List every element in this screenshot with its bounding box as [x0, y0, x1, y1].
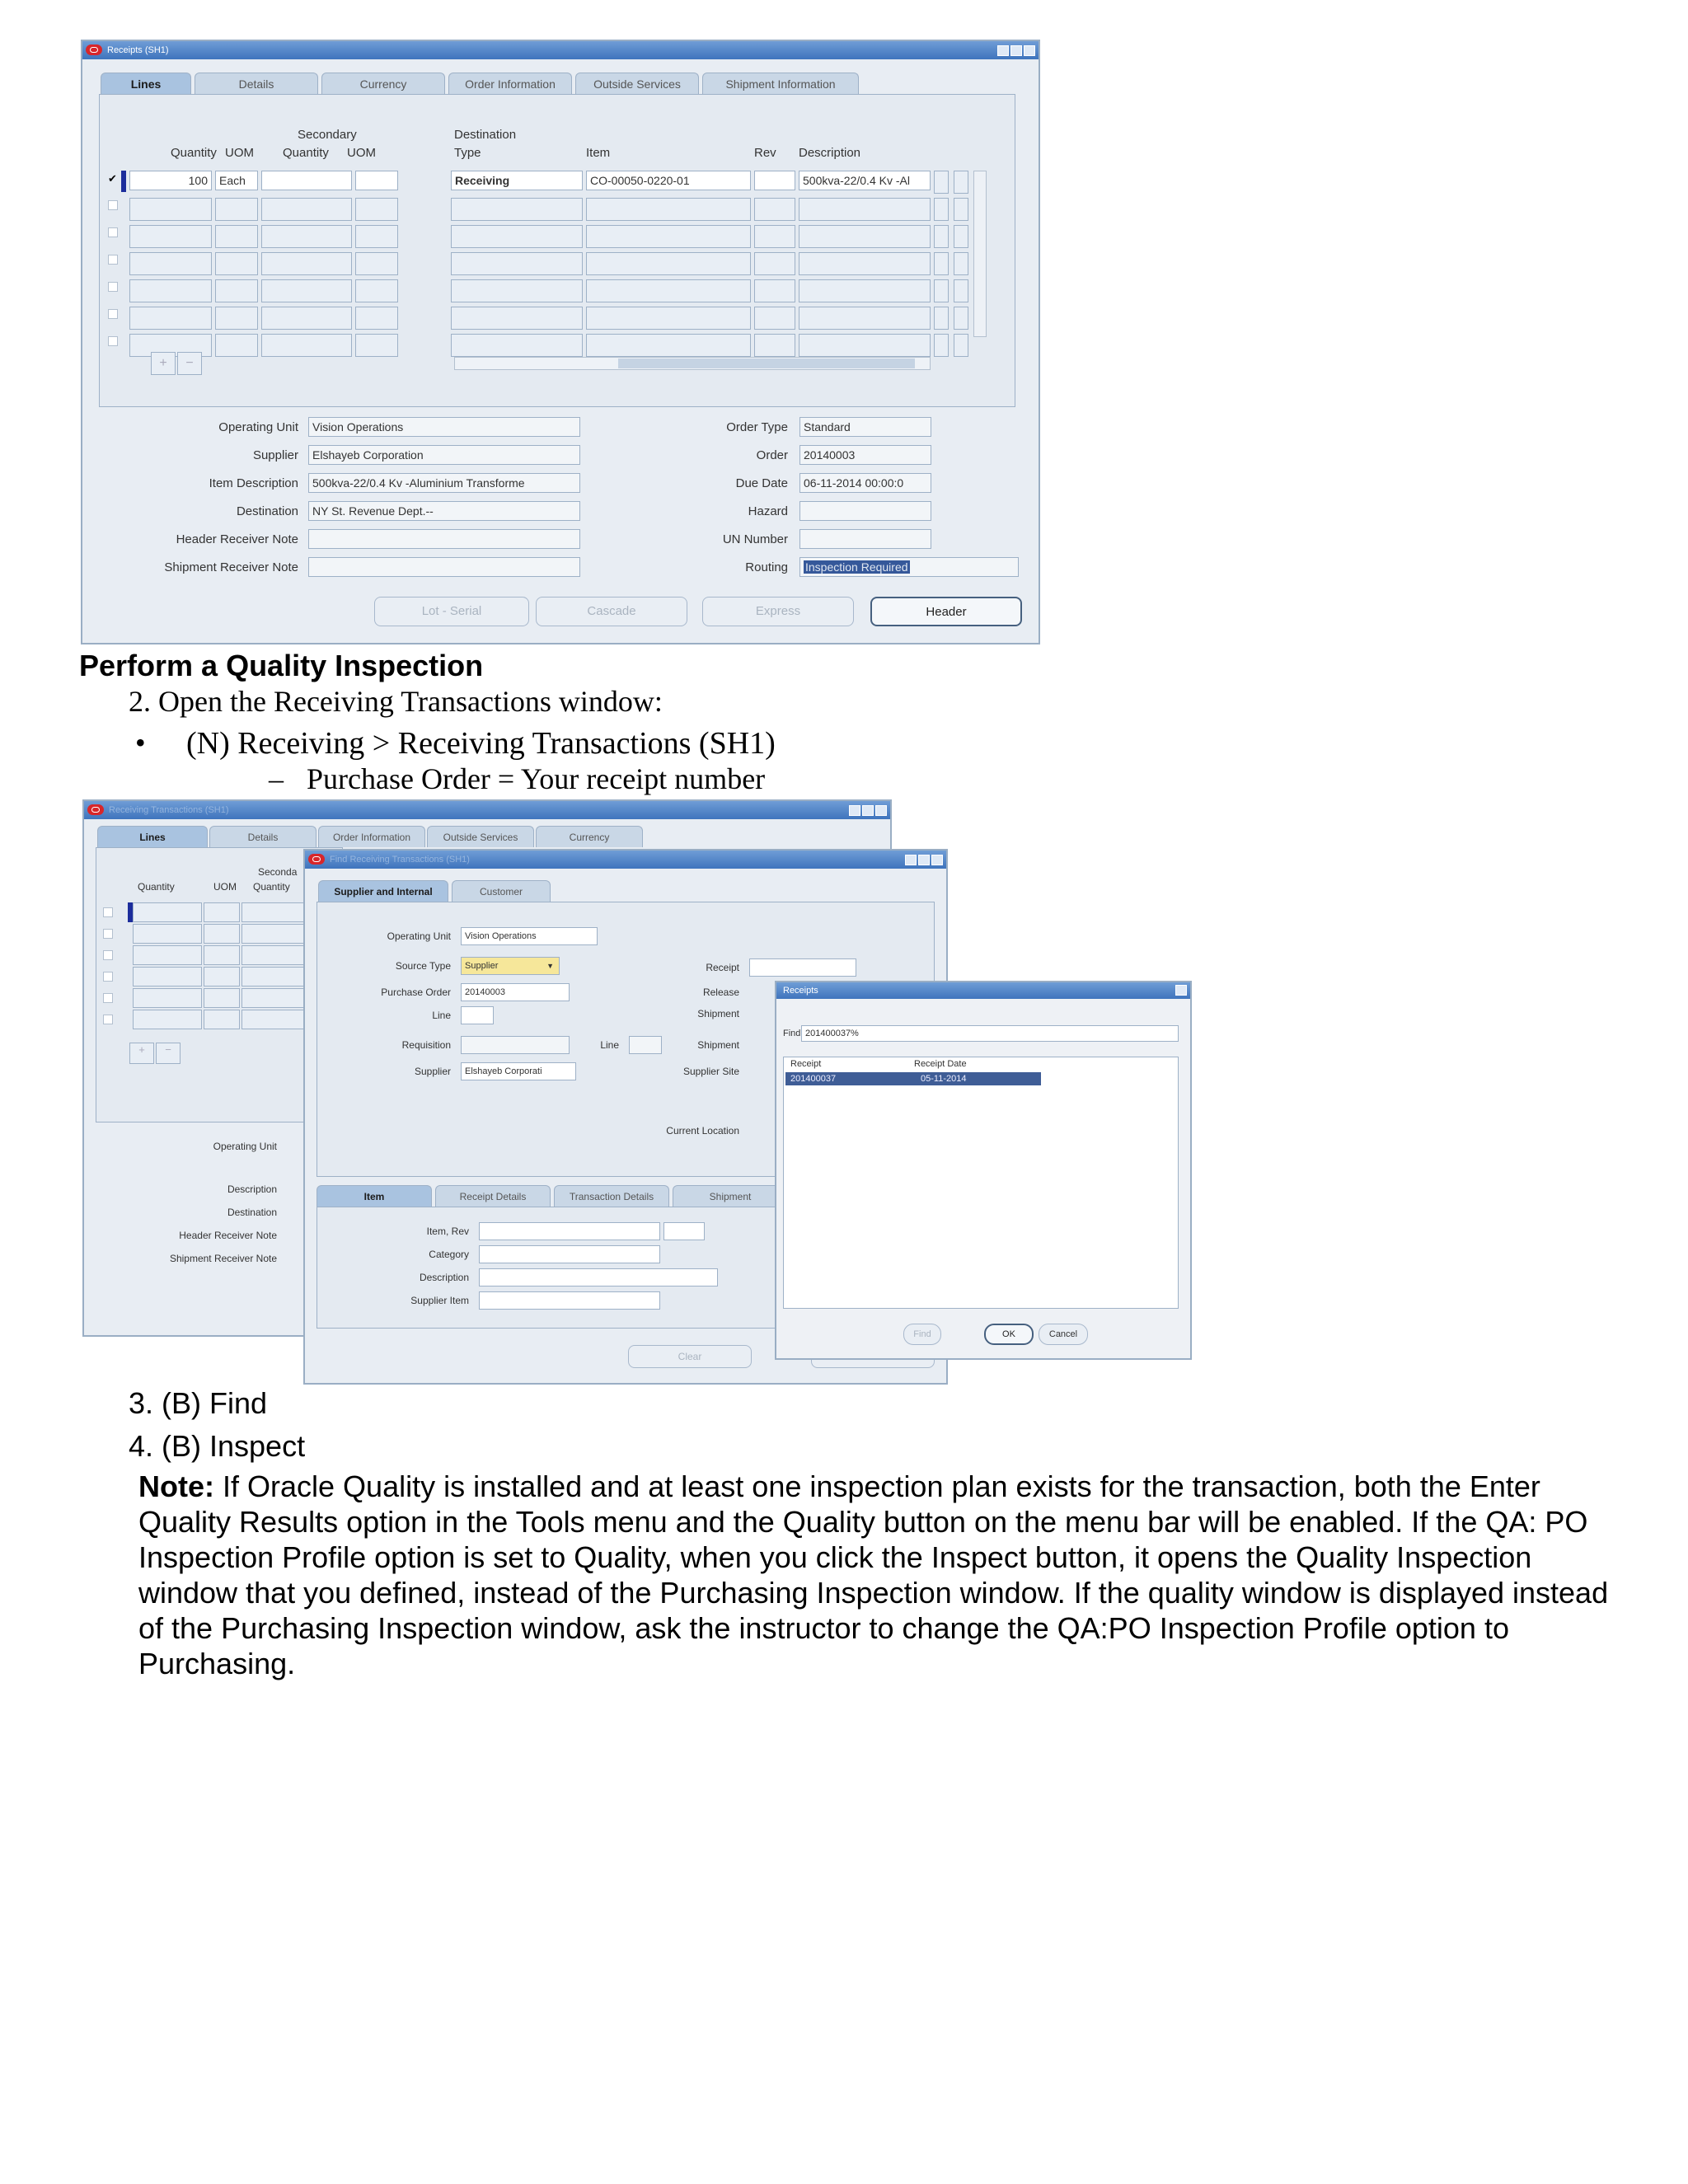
row-cursor	[121, 171, 126, 192]
grid-cell[interactable]	[799, 198, 931, 221]
clear-button[interactable]: Clear	[628, 1345, 752, 1368]
grid-cell[interactable]	[129, 307, 212, 330]
line-field[interactable]	[461, 1006, 494, 1024]
note-line-2: Quality Results option in the Tools menu and the Quality button on the menu bar will be enabled. If the QA: PO	[138, 1505, 1588, 1539]
grid-cell[interactable]	[204, 967, 240, 987]
rt-window-title: Receiving Transactions (SH1)	[109, 805, 229, 815]
tab-customer[interactable]: Customer	[452, 880, 551, 902]
grid-cell[interactable]	[133, 967, 202, 987]
category-label: Category	[429, 1249, 469, 1260]
grid-cell[interactable]	[799, 252, 931, 275]
close-icon[interactable]	[1024, 45, 1035, 56]
bullet-marker: •	[135, 726, 146, 759]
un-number-label: UN Number	[722, 532, 788, 546]
tab-transaction-details[interactable]: Transaction Details	[554, 1185, 669, 1207]
note-line-5: of the Purchasing Inspection window, ask the instructor to change the QA:PO Inspection Profile option to	[138, 1611, 1509, 1645]
line-label: Line	[432, 1010, 451, 1021]
grid-cell[interactable]	[204, 902, 240, 922]
tab-item[interactable]: Item	[316, 1185, 432, 1207]
grid-cell[interactable]	[954, 334, 968, 357]
col-header-uom: UOM	[225, 146, 254, 160]
grid-cell[interactable]	[799, 307, 931, 330]
remove-row-button[interactable]: −	[156, 1043, 181, 1064]
tab-currency[interactable]: Currency	[321, 73, 445, 94]
grid-cell[interactable]	[954, 252, 968, 275]
grid-cell[interactable]	[586, 279, 751, 302]
grid-cell[interactable]	[934, 225, 949, 248]
row-checkbox[interactable]	[108, 309, 118, 319]
find-window-titlebar[interactable]	[305, 851, 946, 869]
col-header-quantity: Quantity	[171, 146, 217, 160]
window-controls	[847, 804, 887, 823]
order-type-field[interactable]: Standard	[799, 417, 931, 437]
header-receiver-note-label: Header Receiver Note	[179, 1230, 277, 1241]
row-receipt: 201400037	[790, 1074, 837, 1084]
col-header-sec-quantity: Quantity	[253, 881, 290, 893]
grid-cell[interactable]	[133, 1010, 202, 1029]
grid-cell[interactable]	[934, 279, 949, 302]
grid-cell[interactable]	[799, 225, 931, 248]
row-checkbox[interactable]	[108, 227, 118, 237]
window-controls	[1174, 985, 1187, 1001]
grid-cell[interactable]	[355, 198, 398, 221]
order-field[interactable]: 20140003	[799, 445, 931, 465]
find-window-title: Find Receiving Transactions (SH1)	[330, 855, 470, 865]
grid-cell[interactable]	[355, 252, 398, 275]
scroll-thumb[interactable]	[618, 359, 915, 368]
find-label: Find	[783, 1029, 801, 1038]
grid-cell[interactable]	[204, 945, 240, 965]
row-checkbox[interactable]	[108, 336, 118, 346]
due-date-field[interactable]: 06-11-2014 00:00:0	[799, 473, 931, 493]
grid-cell[interactable]	[954, 198, 968, 221]
maximize-icon[interactable]	[862, 805, 874, 816]
grid-cell[interactable]	[934, 198, 949, 221]
add-row-button[interactable]: +	[151, 352, 176, 375]
row-checkbox-checked[interactable]: ✔	[108, 172, 117, 185]
cascade-button[interactable]: Cascade	[536, 597, 687, 626]
destination-type-field[interactable]: Receiving	[451, 171, 583, 190]
grid-cell[interactable]	[261, 279, 352, 302]
step-4-text: 4. (B) Inspect	[129, 1429, 306, 1463]
note-line-4: window that you defined, instead of the Purchasing Inspection window. If the quality window is displayed instead	[138, 1576, 1609, 1610]
supplier-item-field[interactable]	[479, 1291, 660, 1310]
req-line-label: Line	[600, 1039, 619, 1051]
tab-order-information[interactable]: Order Information	[318, 826, 425, 847]
grid-cell[interactable]	[586, 307, 751, 330]
header-button[interactable]: Header	[870, 597, 1022, 626]
grid-cell[interactable]	[261, 307, 352, 330]
grid-cell[interactable]	[799, 334, 931, 357]
grid-cell[interactable]	[754, 225, 795, 248]
description-label: Description	[419, 1272, 469, 1283]
step-2-text: 2. Open the Receiving Transactions window:	[129, 685, 663, 718]
destination-label: Destination	[227, 1207, 277, 1218]
purchase-order-instruction: Purchase Order = Your receipt number	[307, 762, 766, 795]
col-header-sec-uom: UOM	[347, 146, 376, 160]
grid-cell[interactable]	[261, 334, 352, 357]
tab-shipment-information[interactable]: Shipment Information	[702, 73, 859, 94]
section-heading: Perform a Quality Inspection	[79, 649, 484, 682]
grid-cell[interactable]	[133, 988, 202, 1008]
grid-cell[interactable]	[954, 225, 968, 248]
minimize-icon[interactable]	[905, 855, 917, 865]
item-description-label: Item Description	[209, 476, 298, 490]
grid-cell[interactable]	[451, 198, 583, 221]
grid-cell[interactable]	[261, 252, 352, 275]
close-icon[interactable]	[875, 805, 887, 816]
grid-cell[interactable]	[133, 902, 202, 922]
rev-field[interactable]	[754, 171, 795, 190]
hazard-label: Hazard	[748, 504, 788, 518]
sec-quantity-field[interactable]	[261, 171, 352, 190]
note-line-3: Inspection Profile option is set to Quality, when you click the Inspect button, it opens the Quality Inspection	[138, 1540, 1532, 1574]
operating-unit-field[interactable]: Vision Operations	[461, 927, 598, 945]
col-header-item: Item	[586, 146, 611, 160]
grid-cell[interactable]	[934, 171, 949, 194]
note-text-1: If Oracle Quality is installed and at least one inspection plan exists for the transaction, both the Enter	[214, 1469, 1540, 1503]
grid-cell[interactable]	[355, 279, 398, 302]
item-rev-field[interactable]	[479, 1222, 660, 1240]
grid-cell[interactable]	[129, 225, 212, 248]
operating-unit-field[interactable]: Vision Operations	[308, 417, 580, 437]
grid-cell[interactable]	[754, 198, 795, 221]
item-description-field[interactable]: 500kva-22/0.4 Kv -Aluminium Transforme	[308, 473, 580, 493]
routing-field[interactable]	[799, 557, 1019, 577]
description-field[interactable]	[479, 1268, 718, 1286]
col-header-destination: Destination	[454, 128, 517, 142]
tab-lines[interactable]: Lines	[97, 826, 208, 847]
grid-cell[interactable]	[355, 307, 398, 330]
col-header-receipt: Receipt	[790, 1059, 822, 1069]
minimize-icon[interactable]	[849, 805, 860, 816]
hazard-field[interactable]	[799, 501, 931, 521]
grid-cell[interactable]	[586, 334, 751, 357]
uom-field[interactable]: Each	[215, 171, 258, 190]
grid-cell[interactable]	[754, 279, 795, 302]
grid-cell[interactable]	[754, 307, 795, 330]
grid-cell[interactable]	[215, 279, 258, 302]
note-block	[138, 1469, 1672, 1681]
row-checkbox[interactable]	[103, 972, 113, 982]
grid-cell[interactable]	[754, 334, 795, 357]
tab-outside-services[interactable]: Outside Services	[575, 73, 699, 94]
rev-field[interactable]	[663, 1222, 705, 1240]
dropdown-arrow-icon: ▼	[546, 962, 554, 970]
grid-cell[interactable]	[215, 307, 258, 330]
release-label: Release	[702, 987, 739, 998]
lov-result-row[interactable]	[785, 1072, 1041, 1085]
minimize-icon[interactable]	[997, 45, 1009, 56]
tab-shipment[interactable]: Shipment	[673, 1185, 788, 1207]
item-field[interactable]: CO-00050-0220-01	[586, 171, 751, 190]
grid-cell[interactable]	[954, 307, 968, 330]
grid-cell[interactable]	[129, 279, 212, 302]
category-field[interactable]	[479, 1245, 660, 1263]
shipment-label: Shipment	[697, 1008, 739, 1019]
grid-cell[interactable]	[799, 279, 931, 302]
grid-cell[interactable]	[954, 171, 968, 194]
receipt-field[interactable]	[749, 958, 856, 977]
grid-cell[interactable]	[934, 307, 949, 330]
shipment-receiver-note-label: Shipment Receiver Note	[169, 1253, 277, 1264]
supplier-label: Supplier	[414, 1066, 451, 1077]
grid-cell[interactable]	[934, 252, 949, 275]
receipts-window-title: Receipts (SH1)	[107, 45, 169, 55]
grid-cell[interactable]	[355, 225, 398, 248]
row-checkbox[interactable]	[108, 255, 118, 265]
tab-lines[interactable]: Lines	[101, 73, 191, 94]
lov-results-panel	[783, 1057, 1179, 1309]
lov-ok-button[interactable]: OK	[984, 1324, 1034, 1345]
col-header-quantity: Quantity	[138, 881, 175, 893]
purchase-order-field[interactable]: 20140003	[461, 983, 570, 1001]
lov-window-titlebar[interactable]	[776, 982, 1190, 999]
navigation-path: (N) Receiving > Receiving Transactions (SH1)	[186, 726, 776, 761]
grid-cell[interactable]	[215, 198, 258, 221]
grid-cell[interactable]	[215, 225, 258, 248]
order-type-label: Order Type	[726, 420, 788, 434]
row-checkbox[interactable]	[103, 1015, 113, 1024]
sec-uom-field[interactable]	[355, 171, 398, 190]
col-header-description: Description	[799, 146, 861, 160]
source-type-label: Source Type	[395, 960, 451, 972]
maximize-icon[interactable]	[918, 855, 930, 865]
supplier-site-label: Supplier Site	[682, 1066, 739, 1077]
row-checkbox[interactable]	[103, 929, 113, 939]
window-controls	[903, 854, 943, 872]
grid-cell[interactable]	[355, 334, 398, 357]
description-label: Description	[227, 1183, 277, 1195]
due-date-label: Due Date	[735, 476, 788, 490]
routing-value: Inspection Required	[805, 560, 908, 574]
close-icon[interactable]	[1175, 985, 1187, 996]
grid-cell[interactable]	[451, 252, 583, 275]
grid-cell[interactable]	[129, 198, 212, 221]
lov-cancel-button[interactable]: Cancel	[1039, 1324, 1088, 1345]
operating-unit-label: Operating Unit	[387, 930, 451, 942]
lov-window-title: Receipts	[783, 986, 818, 996]
rt-window-titlebar[interactable]	[84, 801, 890, 819]
maximize-icon[interactable]	[1010, 45, 1022, 56]
lov-find-field[interactable]: 201400037%	[801, 1025, 1179, 1042]
un-number-field[interactable]	[799, 529, 931, 549]
note-line-6: Purchasing.	[138, 1647, 296, 1680]
grid-cell[interactable]	[204, 988, 240, 1008]
receipts-window-titlebar[interactable]	[82, 41, 1039, 59]
add-row-button[interactable]: +	[129, 1043, 154, 1064]
tab-order-information[interactable]: Order Information	[448, 73, 572, 94]
supplier-field[interactable]: Elshayeb Corporation	[308, 445, 580, 465]
lines-vertical-scrollbar[interactable]	[973, 171, 987, 337]
tab-currency[interactable]: Currency	[536, 826, 643, 847]
col-header-sec-quantity: Quantity	[283, 146, 329, 160]
grid-cell[interactable]	[586, 198, 751, 221]
lines-panel	[99, 94, 1015, 407]
supplier-field[interactable]: Elshayeb Corporati	[461, 1062, 576, 1080]
note-label: Note:	[138, 1469, 214, 1503]
grid-cell[interactable]	[261, 225, 352, 248]
grid-cell[interactable]	[204, 924, 240, 944]
remove-row-button[interactable]: −	[177, 352, 202, 375]
row-receipt-date: 05-11-2014	[921, 1074, 967, 1084]
grid-cell[interactable]	[215, 334, 258, 357]
destination-field[interactable]: NY St. Revenue Dept.--	[308, 501, 580, 521]
oracle-logo-icon	[86, 45, 102, 55]
grid-cell[interactable]	[934, 334, 949, 357]
grid-cell[interactable]	[451, 279, 583, 302]
operating-unit-label: Operating Unit	[218, 420, 298, 434]
receipts-lov-window	[775, 981, 1192, 1360]
grid-cell[interactable]	[451, 334, 583, 357]
lines-horizontal-scrollbar[interactable]	[454, 357, 931, 370]
row-checkbox[interactable]	[103, 993, 113, 1003]
grid-cell[interactable]	[954, 279, 968, 302]
shipment-2-label: Shipment	[697, 1039, 739, 1051]
grid-cell[interactable]	[586, 225, 751, 248]
grid-cell[interactable]	[215, 252, 258, 275]
col-header-secondary: Secondary	[298, 128, 357, 142]
tab-receipt-details[interactable]: Receipt Details	[435, 1185, 551, 1207]
grid-cell[interactable]	[133, 945, 202, 965]
supplier-item-label: Supplier Item	[410, 1295, 469, 1306]
grid-cell[interactable]	[754, 252, 795, 275]
receipts-window	[81, 40, 1040, 644]
source-type-value: Supplier	[465, 961, 499, 971]
grid-cell[interactable]	[451, 307, 583, 330]
description-field[interactable]: 500kva-22/0.4 Kv -Al	[799, 171, 931, 190]
shipment-receiver-note-field[interactable]	[308, 557, 580, 577]
col-header-receipt-date: Receipt Date	[914, 1059, 967, 1069]
grid-cell[interactable]	[204, 1010, 240, 1029]
col-header-type: Type	[454, 146, 481, 160]
operating-unit-label: Operating Unit	[213, 1141, 277, 1152]
note-line-1	[138, 1469, 1672, 1504]
col-header-uom: UOM	[213, 881, 237, 893]
express-button[interactable]: Express	[702, 597, 854, 626]
col-header-secondary: Seconda	[258, 866, 298, 878]
tab-details[interactable]: Details	[195, 73, 318, 94]
lot-serial-button[interactable]: Lot - Serial	[374, 597, 529, 626]
item-rev-label: Item, Rev	[426, 1226, 469, 1237]
row-checkbox[interactable]	[103, 950, 113, 960]
order-label: Order	[756, 448, 788, 462]
row-checkbox[interactable]	[108, 282, 118, 292]
grid-cell[interactable]	[133, 924, 202, 944]
supplier-label: Supplier	[252, 448, 298, 462]
row-checkbox[interactable]	[108, 200, 118, 210]
close-icon[interactable]	[931, 855, 943, 865]
routing-label: Routing	[745, 560, 788, 574]
requisition-label: Requisition	[401, 1039, 451, 1051]
window-controls	[996, 45, 1035, 63]
quantity-field[interactable]: 100	[129, 171, 212, 190]
tab-details[interactable]: Details	[209, 826, 316, 847]
header-receiver-note-label: Header Receiver Note	[176, 532, 298, 546]
step-3-text: 3. (B) Find	[129, 1386, 268, 1420]
oracle-logo-icon	[308, 854, 325, 865]
row-checkbox[interactable]	[103, 907, 113, 917]
requisition-field[interactable]	[461, 1036, 570, 1054]
header-receiver-note-field[interactable]	[308, 529, 580, 549]
dash-marker: –	[269, 762, 284, 795]
grid-cell[interactable]	[129, 252, 212, 275]
current-location-label: Current Location	[666, 1125, 739, 1137]
grid-cell[interactable]	[451, 225, 583, 248]
tab-supplier-and-internal[interactable]: Supplier and Internal	[318, 880, 448, 902]
destination-label: Destination	[236, 504, 298, 518]
grid-cell[interactable]	[261, 198, 352, 221]
grid-cell[interactable]	[586, 252, 751, 275]
purchase-order-label: Purchase Order	[381, 987, 451, 998]
lov-find-button[interactable]: Find	[903, 1324, 941, 1345]
col-header-rev: Rev	[754, 146, 776, 160]
source-type-select[interactable]	[461, 957, 560, 975]
receipt-label: Receipt	[706, 962, 739, 973]
tab-outside-services[interactable]: Outside Services	[427, 826, 534, 847]
oracle-logo-icon	[87, 804, 104, 815]
shipment-receiver-note-label: Shipment Receiver Note	[164, 560, 298, 574]
